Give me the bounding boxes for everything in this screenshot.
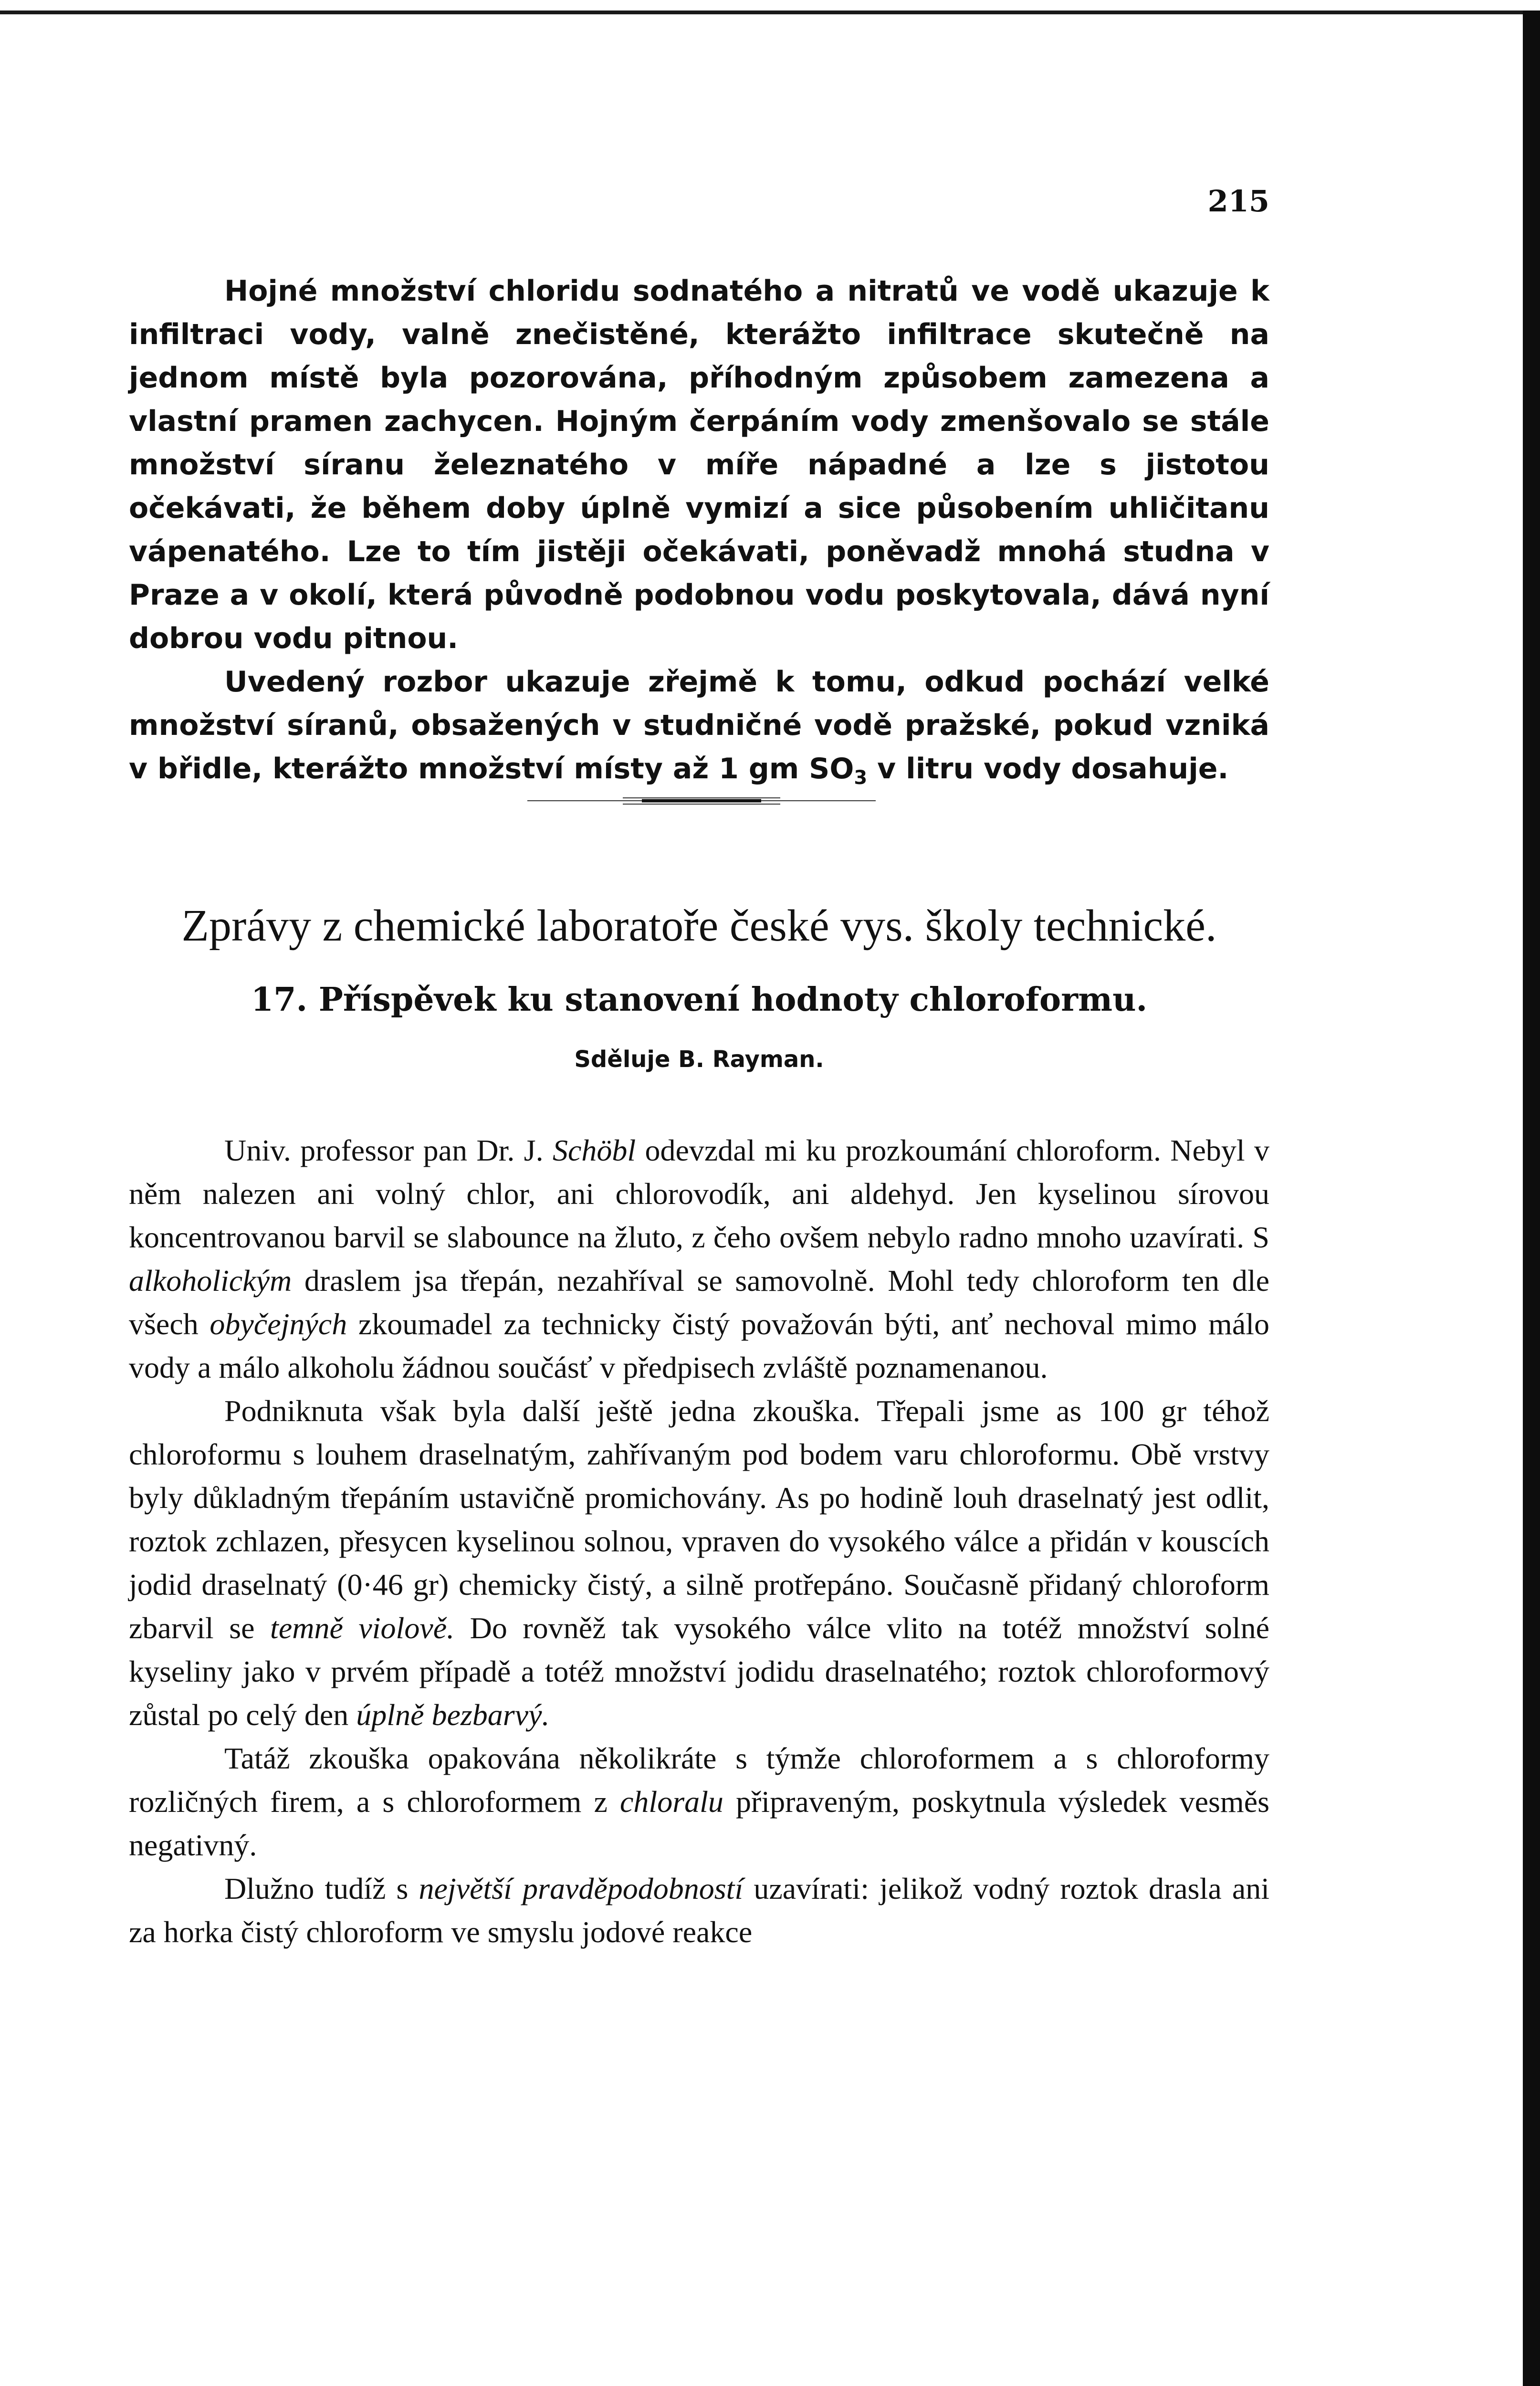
paragraph: Dlužno tudíž s největší pravděpodobností uzavírati: jelikož vodný roztok drasla ani za horka čistý chloroform ve smyslu jodové reakce <box>129 1872 1270 1949</box>
scan-top-edge <box>0 10 1540 14</box>
section-water-analysis <box>129 270 1269 800</box>
author-line: Sděluje B. Rayman. <box>574 1046 824 1073</box>
paragraph: Tatáž zkouška opakována několikráte s týmže chloroformem a s chloroformy rozličných firem, a s chloroformem z chloralu připraveným, poskytnula výsledek vesměs negativný. <box>129 1741 1270 1862</box>
article-title: 17. Příspěvek ku stanovení hodnoty chloroformu. <box>251 981 1148 1019</box>
page-number: 215 <box>1207 184 1269 219</box>
section-divider <box>527 791 876 810</box>
paragraph: Univ. professor pan Dr. J. Schöbl odevzdal mi ku prozkoumání chloroform. Nebyl v něm nalezen ani volný chlor, ani chlorovodík, ani aldehyd. Jen kyselinou sírovou koncentrovanou barvil se slabounce na žluto, z čeho ovšem nebylo radno mnoho uzavírati. S alkoholickým draslem jsa třepán, nezahříval se samovolně. Mohl tedy chloroform ten dle všech obyčejných zkoumadel za technicky čistý považován býti, anť nechoval mimo málo vody a málo alkoholu žádnou součásť v předpisech zvláště poznamenanou. <box>129 1133 1270 1384</box>
subscript: 3 <box>854 767 868 789</box>
section-heading: Zprávy z chemické laboratoře české vys. školy technické. <box>181 901 1217 951</box>
scan-right-edge <box>1523 10 1540 2386</box>
paragraph: Podniknuta však byla další ještě jedna zkouška. Třepali jsme as 100 gr téhož chloroformu s louhem draselnatým, zahřívaným pod bodem varu chloroformu. Obě vrstvy byly důkladným třepáním ustavičně promichovány. As po hodině louh draselnatý jest odlit, roztok zchlazen, přesycen kyselinou solnou, vpraven do vysokého válce a přidán v kouscích jodid draselnatý (0·46 gr) chemicky čistý, a silně protřepáno. Současně přidaný chloroform zbarvil se temně violově. Do rovněž tak vysokého válce vlito na totéž množství solné kyseliny jako v prvém případě a totéž množství jodidu draselnatého; roztok chloroformový zůstal po celý den úplně bezbarvý. <box>129 1394 1270 1732</box>
paragraph: Hojné množství chloridu sodnatého a nitratů ve vodě ukazuje k infiltraci vody, valně znečistěné, kterážto infiltrace skutečně na jednom místě byla pozorována, příhodným způsobem zamezena a vlastní pramen zachycen. Hojným čerpáním vody zmenšovalo se stále množství síranu železnatého v míře nápadné a lze s jistotou očekávati, že během doby úplně vymizí a sice působením uhličitanu vápenatého. Lze to tím jistěji očekávati, poněvadž mnohá studna v Praze a v okolí, která původně podobnou vodu poskytovala, dává nyní dobrou vodu pitnou. <box>129 274 1269 655</box>
section-chloroform <box>129 1129 1269 1954</box>
paragraph: Uvedený rozbor ukazuje zřejmě k tomu, odkud pochází velké množství síranů, obsažených v studničné vodě pražské, pokud vzniká v břidle, kterážto množství místy až 1 gm $SO_3$ v litru vody dosahuje. <box>129 665 1269 789</box>
